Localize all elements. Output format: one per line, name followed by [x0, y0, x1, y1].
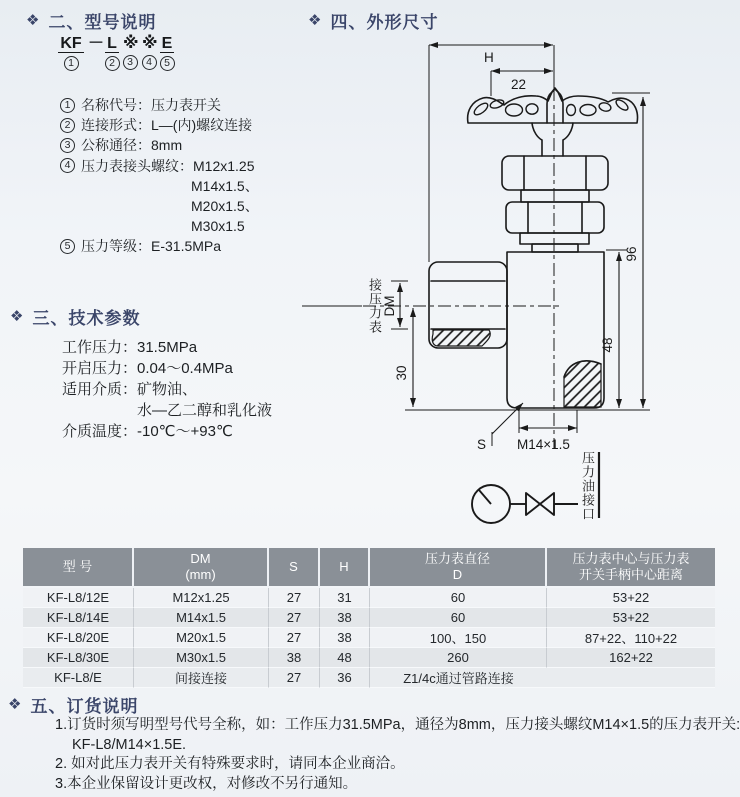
section-title: 二、型号说明 — [48, 13, 157, 32]
code-char: ※ — [123, 35, 139, 52]
col-header-model: 型 号 — [23, 548, 134, 588]
gauge-port-label: 接压力表 — [367, 278, 382, 334]
cell-diameter: 260 — [370, 648, 547, 668]
stem — [532, 123, 573, 156]
section-title: 五、订货说明 — [30, 697, 139, 716]
cell-dm: M12x1.25 — [134, 588, 269, 608]
table-row — [23, 668, 715, 688]
order-line: 1.订货时须写明型号代号全称，如：工作压力31.5MPa，通径为8mm，压力接头螺纹M14×1.5的压力表开关: — [55, 717, 740, 733]
centerlines — [363, 88, 560, 448]
code-part — [160, 36, 174, 71]
leader-S — [492, 403, 523, 434]
table-row — [23, 588, 715, 608]
list-item-text: 公称通径：8mm — [81, 137, 183, 154]
valve-drawing-svg — [300, 30, 740, 545]
cell-s: 27 — [269, 628, 320, 648]
cell-h: 36 — [320, 668, 370, 688]
list-item-text: M20x1.5、 — [191, 198, 259, 215]
model-list — [60, 95, 259, 257]
model-code — [58, 36, 177, 71]
section-order-heading — [8, 692, 138, 717]
cell-s: 27 — [269, 588, 320, 608]
list-item — [60, 115, 259, 135]
label-22: 22 — [511, 77, 527, 92]
list-item-text: 压力等级：E-31.5MPa — [81, 238, 222, 255]
bonnet-nut — [506, 202, 604, 233]
code-part — [87, 35, 105, 52]
tech-row: 水—乙二醇和乳化液 — [137, 402, 273, 419]
list-item — [60, 236, 259, 256]
section-tech-heading — [10, 304, 140, 329]
tech-list — [62, 337, 272, 442]
list-item — [60, 176, 259, 196]
section-marker-icon: ❖ — [8, 696, 22, 713]
cell-diameter: 100、150 — [370, 628, 547, 648]
tech-row: 开启压力：0.04～0.4MPa — [62, 360, 233, 377]
code-char: L — [105, 36, 119, 53]
list-item — [60, 216, 259, 236]
circled-number: 1 — [64, 56, 79, 71]
section-title: 三、技术参数 — [32, 309, 141, 328]
section-title: 四、外形尺寸 — [330, 13, 439, 32]
list-item — [60, 135, 259, 155]
circled-number: 4 — [60, 158, 75, 173]
collar-1 — [521, 190, 589, 202]
circled-number: 1 — [60, 98, 75, 113]
table-row — [23, 648, 715, 668]
list-item — [60, 156, 259, 176]
circled-number: 2 — [60, 118, 75, 133]
cell-dm: M20x1.5 — [134, 628, 269, 648]
cell-connection: Z1/4c通过管路连接 — [370, 668, 715, 688]
col-header-h: H — [320, 548, 370, 588]
cell-h: 38 — [320, 608, 370, 628]
cell-dm: 间接连接 — [134, 668, 269, 688]
label-S: S — [477, 437, 487, 452]
list-item-text: 压力表接头螺纹：M12x1.25 — [81, 157, 255, 174]
list-item — [60, 196, 259, 216]
circled-number: 3 — [60, 138, 75, 153]
cell-model: KF-L8/12E — [23, 588, 134, 608]
cell-diameter: 60 — [370, 608, 547, 628]
code-char: E — [161, 35, 173, 52]
tech-row: 工作压力：31.5MPa — [62, 339, 198, 356]
cell-distance: 162+22 — [547, 648, 715, 668]
cell-model: KF-L8/14E — [23, 608, 134, 628]
section-marker-icon: ❖ — [10, 308, 24, 325]
code-char: － — [88, 35, 105, 52]
circled-number: 5 — [160, 56, 175, 71]
circled-number: 2 — [105, 56, 120, 71]
circled-number: 4 — [142, 55, 157, 70]
cell-distance: 53+22 — [547, 588, 715, 608]
code-part — [141, 36, 157, 70]
label-thread: M14×1.5 — [517, 437, 570, 452]
cell-h: 38 — [320, 628, 370, 648]
packing-nut — [502, 156, 608, 190]
oil-port-label: 压力油接口 — [580, 451, 595, 521]
label-30: 30 — [394, 365, 409, 381]
col-header-s: S — [269, 548, 320, 588]
label-DM: DM — [382, 295, 397, 317]
order-line: KF-L8/M14×1.5E. — [72, 736, 187, 753]
order-line: 2. 如对此压力表开关有特殊要求时，请同本企业商洽。 — [55, 756, 405, 773]
section-model-heading — [26, 8, 156, 33]
spec-table — [23, 548, 715, 688]
list-item — [60, 95, 259, 115]
list-item-text: M14x1.5、 — [191, 177, 259, 194]
cell-model: KF-L8/30E — [23, 648, 134, 668]
code-part — [105, 36, 119, 71]
table-row — [23, 628, 715, 648]
order-line: 3.本企业保留设计更改权，对修改不另行通知。 — [55, 776, 358, 793]
label-48: 48 — [600, 337, 615, 353]
col-header-dm: DM (mm) — [134, 548, 269, 588]
valve-symbol-icon — [526, 493, 554, 515]
ring — [532, 244, 578, 252]
cell-model: KF-L8/20E — [23, 628, 134, 648]
cell-s: 38 — [269, 648, 320, 668]
code-char: KF — [58, 36, 84, 53]
col-header-diameter: 压力表直径 D — [370, 548, 547, 588]
code-part — [58, 36, 84, 71]
list-item-text: M30x1.5 — [191, 218, 245, 235]
cell-model: KF-L8/E — [23, 668, 134, 688]
table-header-row — [23, 548, 715, 588]
cell-h: 48 — [320, 648, 370, 668]
cell-dm: M30x1.5 — [134, 648, 269, 668]
hub — [547, 89, 563, 123]
cell-diameter: 60 — [370, 588, 547, 608]
cell-s: 27 — [269, 668, 320, 688]
col-header-distance: 压力表中心与压力表 开关手柄中心距离 — [547, 548, 715, 588]
tech-row: 适用介质：矿物油、 — [62, 381, 198, 398]
cell-h: 31 — [320, 588, 370, 608]
dimension-drawing — [300, 30, 740, 545]
circled-number: 5 — [60, 239, 75, 254]
cell-distance: 87+22、110+22 — [547, 628, 715, 648]
label-96: 96 — [624, 246, 639, 262]
section-marker-icon: ❖ — [308, 12, 322, 29]
table-row — [23, 608, 715, 628]
list-item-text: 连接形式：L—(内)螺纹连接 — [81, 117, 253, 134]
cell-distance: 53+22 — [547, 608, 715, 628]
cell-s: 27 — [269, 608, 320, 628]
code-part — [122, 36, 138, 70]
list-item-text: 名称代号：压力表开关 — [81, 97, 221, 113]
section-hatch — [432, 330, 601, 407]
label-H: H — [484, 50, 494, 65]
tech-row: 介质温度：-10℃～+93℃ — [62, 423, 233, 440]
cell-dm: M14x1.5 — [134, 608, 269, 628]
section-marker-icon: ❖ — [26, 12, 40, 29]
order-list — [55, 716, 740, 795]
code-char: ※ — [142, 35, 158, 52]
circled-number: 3 — [123, 55, 138, 70]
